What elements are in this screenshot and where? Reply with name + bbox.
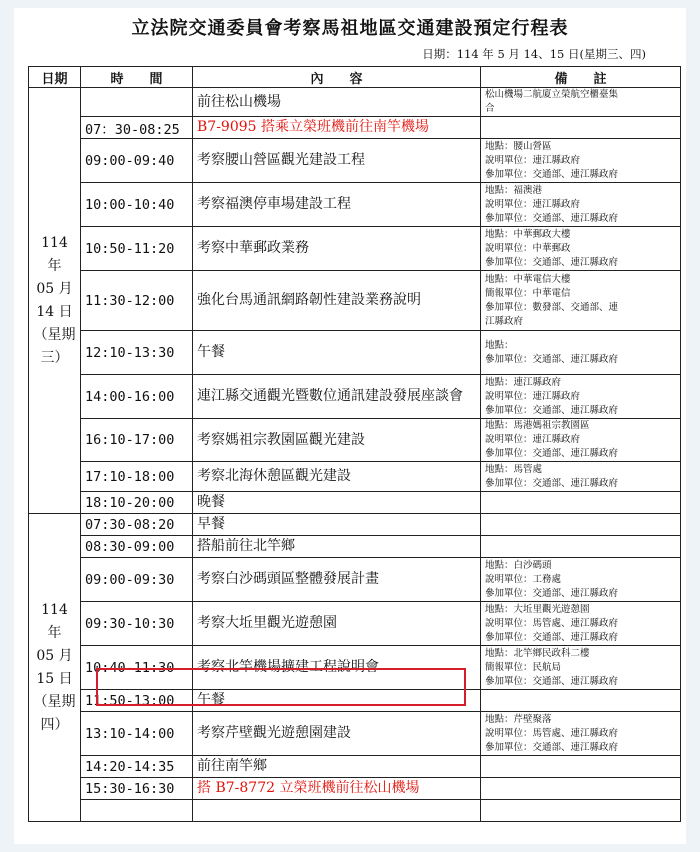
note-cell (481, 778, 681, 800)
schedule-row (29, 183, 681, 227)
schedule-row (29, 88, 681, 117)
note-line: 簡報單位：民航局 (485, 661, 562, 673)
schedule-row (29, 514, 681, 536)
note-line: 參加單位：交通部、連江縣政府 (485, 631, 619, 643)
note-line: 參加單位：交通部、連江縣政府 (485, 587, 619, 599)
note-line: 參加單位：交通部、連江縣政府 (485, 741, 619, 753)
note-cell (481, 375, 681, 419)
date-line-text: （星期 (33, 693, 76, 710)
note-line: 說明單位：工務處 (485, 573, 562, 585)
time-cell: 11:50-13:00 (81, 690, 193, 712)
content-cell: 考察大坵里觀光遊憩園 (193, 602, 481, 646)
note-line: 地點：馬港媽祖宗教園區 (485, 420, 590, 431)
time-cell (81, 88, 193, 117)
time-cell: 10:00-10:40 (81, 183, 193, 227)
note-cell (481, 536, 681, 558)
content-cell: 晚餐 (193, 492, 481, 514)
schedule-row (29, 331, 681, 375)
time-cell: 08:30-09:00 (81, 536, 193, 558)
note-line: 合 (485, 103, 495, 114)
note-line: 說明單位：中華郵政 (485, 242, 571, 254)
content-cell: 前往南竿鄉 (193, 756, 481, 778)
content-cell (193, 800, 481, 822)
note-cell (481, 227, 681, 271)
content-cell: 早餐 (193, 514, 481, 536)
header-date: 日期 (29, 67, 81, 88)
header-time: 時 間 (81, 67, 193, 88)
date-line-text: 15 日 (36, 670, 73, 687)
schedule-row (29, 602, 681, 646)
schedule-row (29, 462, 681, 492)
note-line: 地點：中華郵政大樓 (485, 228, 571, 240)
note-cell (481, 331, 681, 375)
time-cell: 15:30-16:30 (81, 778, 193, 800)
note-cell (481, 183, 681, 227)
note-cell (481, 602, 681, 646)
time-cell: 17:10-18:00 (81, 462, 193, 492)
note-cell (481, 88, 681, 117)
content-cell: 考察腰山營區觀光建設工程 (193, 139, 481, 183)
schedule-table (28, 66, 681, 822)
note-cell (481, 271, 681, 331)
time-cell: 13:10-14:00 (81, 712, 193, 756)
note-line: 地點： (485, 339, 514, 351)
time-cell: 16:10-17:00 (81, 419, 193, 462)
note-line: 松山機場二航廈立榮航空櫃臺集 (485, 89, 619, 100)
schedule-row (29, 712, 681, 756)
note-line: 參加單位：交通部、連江縣政府 (485, 256, 619, 268)
note-cell (481, 419, 681, 462)
content-cell: 強化台馬通訊網路韌性建設業務說明 (193, 271, 481, 331)
note-cell (481, 756, 681, 778)
highlight-box (96, 668, 466, 706)
schedule-row (29, 492, 681, 514)
time-cell (81, 800, 193, 822)
date-line: 日期：114 年 5 月 14、15 日(星期三、四) (422, 47, 646, 61)
content-cell: 搭船前往北竿鄉 (193, 536, 481, 558)
schedule-row (29, 558, 681, 602)
date-line-text: 114 年 (41, 234, 68, 274)
note-cell (481, 646, 681, 690)
time-cell: 10:40-11:30 (81, 646, 193, 690)
date-line-text: （星期 (33, 326, 76, 343)
time-cell: 10:50-11:20 (81, 227, 193, 271)
note-line: 簡報單位：中華電信 (485, 287, 571, 299)
note-line: 地點：福澳港 (485, 184, 543, 196)
schedule-row (29, 778, 681, 800)
header-row (29, 67, 681, 88)
note-cell (481, 558, 681, 602)
time-cell: 11:30-12:00 (81, 271, 193, 331)
time-cell: 09:00-09:40 (81, 139, 193, 183)
content-cell: 考察中華郵政業務 (193, 227, 481, 271)
time-cell: 09:00-09:30 (81, 558, 193, 602)
schedule-row (29, 375, 681, 419)
schedule-row (29, 139, 681, 183)
time-cell: 12:10-13:30 (81, 331, 193, 375)
date-line-text: 05 月 (36, 647, 73, 664)
note-line: 地點：大坵里觀光遊憩園 (485, 603, 590, 615)
content-cell: 考察芹壁觀光遊憩園建設 (193, 712, 481, 756)
date-line-text: 三） (40, 349, 69, 366)
time-cell: 07：30-08:25 (81, 117, 193, 139)
schedule-row (29, 227, 681, 271)
note-line: 參加單位：交通部、連江縣政府 (485, 477, 619, 489)
note-line: 地點：白沙碼頭 (485, 559, 552, 571)
note-line: 說明單位：馬管處、連江縣政府 (485, 617, 619, 629)
note-cell (481, 462, 681, 492)
note-cell (481, 800, 681, 822)
note-line: 參加單位：數發部、交通部、連 (485, 301, 619, 313)
time-cell: 14:00-16:00 (81, 375, 193, 419)
day2-date-cell (29, 514, 81, 822)
note-cell (481, 117, 681, 139)
content-cell: 考察福澳停車場建設工程 (193, 183, 481, 227)
note-cell (481, 514, 681, 536)
date-line-text: 114 年 (41, 601, 68, 641)
note-line: 地點：中華電信大樓 (485, 273, 571, 285)
note-line: 地點：腰山營區 (485, 140, 552, 152)
note-cell (481, 712, 681, 756)
content-cell: 考察北海休憩區觀光建設 (193, 462, 481, 492)
note-line: 說明單位：馬管處、連江縣政府 (485, 727, 619, 739)
date-line-text: 四） (40, 716, 69, 733)
schedule-row (29, 271, 681, 331)
note-line: 參加單位：交通部、連江縣政府 (485, 353, 619, 365)
schedule-document (14, 8, 686, 844)
note-line: 參加單位：交通部、連江縣政府 (485, 212, 619, 224)
note-line: 參加單位：交通部、連江縣政府 (485, 448, 619, 459)
note-line: 地點：馬管處 (485, 463, 543, 475)
content-cell: 考察白沙碼頭區整體發展計畫 (193, 558, 481, 602)
header-content: 內 容 (193, 67, 481, 88)
content-cell: 連江縣交通觀光暨數位通訊建設發展座談會 (193, 375, 481, 419)
content-cell: 考察媽祖宗教園區觀光建設 (193, 419, 481, 462)
schedule-row (29, 756, 681, 778)
content-cell: B7-9095 搭乘立榮班機前往南竿機場 (193, 117, 481, 139)
time-cell: 18:10-20:00 (81, 492, 193, 514)
note-line: 地點：芹壁聚落 (485, 713, 552, 725)
content-cell: 午餐 (193, 331, 481, 375)
note-line: 地點：北竿鄉民政科二樓 (485, 647, 590, 659)
note-cell (481, 492, 681, 514)
note-cell (481, 690, 681, 712)
day1-date-cell (29, 88, 81, 514)
date-line-text: 14 日 (36, 303, 73, 320)
note-line: 參加單位：交通部、連江縣政府 (485, 168, 619, 180)
time-cell: 09:30-10:30 (81, 602, 193, 646)
note-line: 說明單位：連江縣政府 (485, 154, 581, 166)
note-line: 參加單位：交通部、連江縣政府 (485, 404, 619, 416)
note-line: 參加單位：交通部、連江縣政府 (485, 675, 619, 687)
time-cell: 14:20-14:35 (81, 756, 193, 778)
header-note: 備 註 (481, 67, 681, 88)
schedule-row (29, 536, 681, 558)
content-cell: 前往松山機場 (193, 88, 481, 117)
content-cell: 考察北竿機場擴建工程說明會 (193, 646, 481, 690)
note-line: 地點：連江縣政府 (485, 376, 562, 388)
note-line: 說明單位：連江縣政府 (485, 434, 581, 445)
note-line: 說明單位：連江縣政府 (485, 390, 581, 402)
document-title: 立法院交通委員會考察馬祖地區交通建設預定行程表 (131, 18, 569, 39)
note-cell (481, 139, 681, 183)
date-line-text: 05 月 (36, 280, 73, 297)
note-line: 說明單位：連江縣政府 (485, 198, 581, 210)
schedule-row (29, 117, 681, 139)
content-cell: 午餐 (193, 690, 481, 712)
schedule-row (29, 800, 681, 822)
note-line: 江縣政府 (485, 315, 524, 327)
time-cell: 07:30-08:20 (81, 514, 193, 536)
content-cell: 搭 B7-8772 立榮班機前往松山機場 (193, 778, 481, 800)
schedule-row (29, 419, 681, 462)
